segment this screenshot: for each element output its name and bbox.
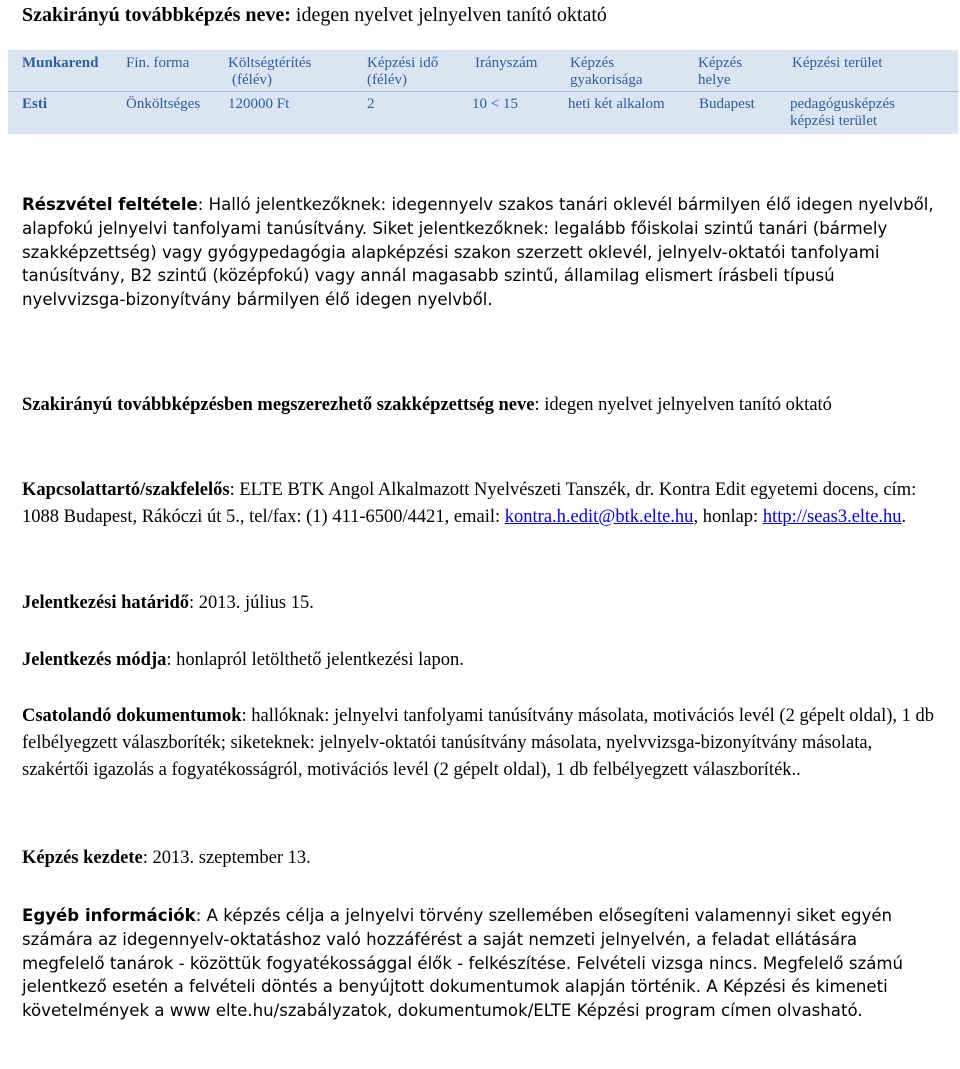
header-koltsegterites-line2: (félév) [232, 72, 272, 88]
egyeb-text: : A képzés célja a jelnyelvi törvény szellemében elősegíteni valamennyi siket egyén számára az idegennyelv-oktatáshoz való hozzáférést a saját nemzeti jelnyelvén, a feladat ellátására megfelelő tanárok - közöttük fogyatékossággal élők - felkészítése. Felvételi vizsga nincs. Megfelelő számú jelentkező esetén a felvételi döntés a benyújtott dokumentumok alapján történik. A Képzési és kimeneti követelmények a www elte.hu/szabályzatok, dokumentumok/ELTE Képzési program címen olvasható. [22, 906, 904, 1021]
reszvetel-label: Részvétel feltétele [22, 195, 198, 214]
header-kepzesi-ido [367, 55, 438, 89]
header-kepzesi-ido-line2: (félév) [367, 72, 407, 88]
csatolando-paragraph [22, 703, 942, 783]
header-iranyszam: Irányszám [475, 55, 538, 71]
header-fin-forma: Fin. forma [126, 55, 190, 71]
header-koltsegterites [228, 55, 311, 89]
kezdete-text: : 2013. szeptember 13. [142, 848, 311, 868]
modja-paragraph [22, 647, 942, 674]
title-label: Szakirányú továbbképzés neve: [22, 4, 291, 26]
header-helye-line1: Képzés [698, 55, 743, 71]
cell-kepzesi-terulet-line2: képzési terület [790, 113, 878, 129]
cell-munkarend: Esti [22, 96, 48, 112]
kezdete-paragraph [22, 845, 942, 872]
modja-text: : honlapról letölthető jelentkezési lapon. [166, 650, 464, 670]
csatolando-text: : hallóknak: jelnyelvi tanfolyami tanúsítvány másolata, motivációs levél (2 gépelt oldal), 1 db felbélyegzett válaszboríték; siketeknek: jelnyelv-oktatói tanúsítvány másolata, nyelvvizsga-bizonyítvány másolata, szakértői igazolás a fogyatékosságról, motivációs levél (2 gépelt oldal), 1 db felbélyegzett válaszboríték.. [22, 706, 935, 780]
szakkepzettseg-text: : idegen nyelvet jelnyelven tanító oktató [534, 395, 832, 415]
header-munkarend: Munkarend [22, 55, 99, 71]
header-koltsegterites-line1: Költségtérítés [228, 55, 312, 71]
cell-kepzesi-ido: 2 [367, 96, 375, 112]
header-gyakorisag [570, 55, 642, 89]
header-gyakorisag-line1: Képzés [570, 55, 615, 71]
header-gyakorisag-line2: gyakorisága [570, 72, 643, 88]
cell-koltsegterites: 120000 Ft [228, 96, 290, 112]
kapcsolat-label: Kapcsolattartó/szakfelelős [22, 480, 230, 500]
reszvetel-paragraph [22, 193, 942, 312]
kezdete-label: Képzés kezdete [22, 848, 143, 868]
cell-gyakorisag: heti két alkalom [568, 96, 665, 112]
kapcsolat-paragraph [22, 477, 942, 531]
szakkepzettseg-label: Szakirányú továbbképzésben megszerezhető szakképzettség neve [22, 395, 535, 415]
cell-kepzesi-terulet [790, 96, 895, 130]
page-title [22, 3, 607, 27]
hatarido-paragraph [22, 590, 942, 617]
header-kepzesi-terulet: Képzési terület [792, 55, 883, 71]
kapcsolat-text: : ELTE BTK Angol Alkalmazott Nyelvészeti Tanszék, dr. Kontra Edit egyetemi docens, cím: 1088 Budapest, Rákóczi út 5., tel/fax: (1) 411-6500/4421, email: [22, 480, 917, 527]
course-table [8, 50, 958, 134]
honlap-label: , honlap: [693, 506, 763, 527]
table-divider [8, 91, 958, 92]
header-helye [698, 55, 742, 89]
reszvetel-text: : Halló jelentkezőknek: idegennyelv szakos tanári oklevél bármilyen élő idegen nyelvből, alapfokú jelnyelvi tanfolyami tanúsítvány. Siket jelentkezőknek: legalább főiskolai szintű tanári (bármely szakképzettség) vagy gyógypedagógia alapképzési szakon szerzett oklevél, jelnyelv-oktatói tanfolyami tanúsítvány, B2 szintű (középfokú) vagy annál magasabb szintű, államilag elismert írásbeli típusú nyelvvizsga-bizonyítvány bármilyen élő idegen nyelvből. [22, 195, 934, 310]
hatarido-text: : 2013. július 15. [189, 593, 314, 613]
cell-helye: Budapest [699, 96, 755, 112]
hatarido-label: Jelentkezési határidő [22, 593, 189, 613]
title-value: idegen nyelvet jelnyelven tanító oktató [295, 4, 607, 26]
cell-kepzesi-terulet-line1: pedagógusképzés [790, 96, 895, 112]
honlap-link[interactable]: http://seas3.elte.hu [762, 506, 902, 527]
modja-label: Jelentkezés módja [22, 650, 167, 670]
header-kepzesi-ido-line1: Képzési idő [367, 55, 439, 71]
csatolando-label: Csatolandó dokumentumok [22, 706, 242, 726]
kapcsolat-end: . [901, 506, 907, 527]
egyeb-paragraph [22, 904, 942, 1023]
szakkepzettseg-paragraph [22, 392, 942, 419]
header-helye-line2: helye [698, 72, 731, 88]
egyeb-label: Egyéb információk [22, 906, 196, 925]
cell-fin-forma: Önköltséges [126, 96, 201, 112]
cell-iranyszam: 10 < 15 [472, 96, 518, 112]
email-link[interactable]: kontra.h.edit@btk.elte.hu [504, 506, 694, 527]
